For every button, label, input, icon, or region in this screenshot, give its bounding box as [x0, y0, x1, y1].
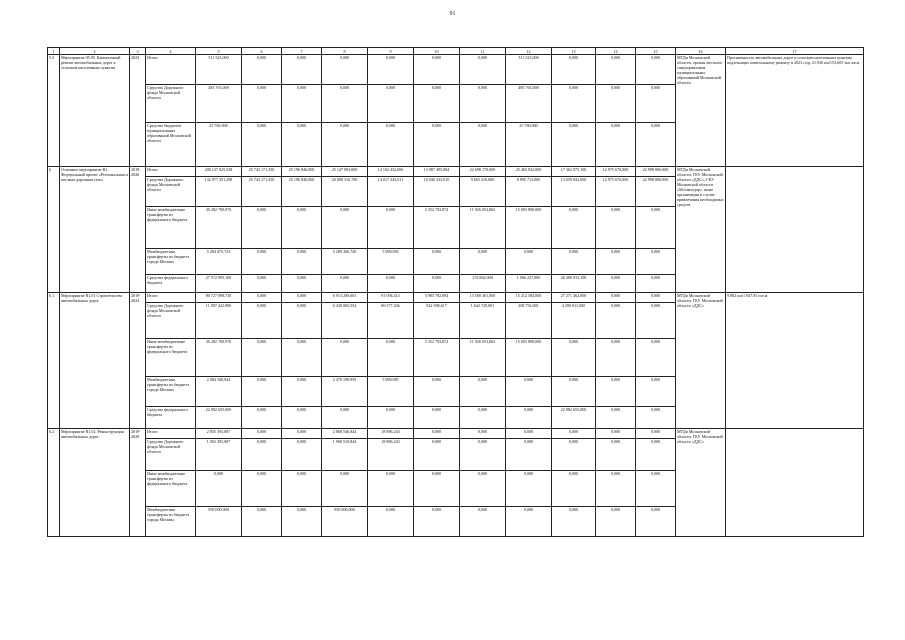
amount-cell: 0,000	[242, 207, 282, 249]
item-name-cell: Мероприятие R1.02. Реконструкция автомобильных дорог	[60, 429, 130, 537]
amount-cell: 15 212 584,000	[506, 293, 552, 303]
amount-cell: 0,000	[506, 471, 552, 507]
amount-cell: 0,000	[242, 377, 282, 407]
amount-cell: 922 398,617	[414, 303, 460, 339]
table-body	[48, 48, 864, 537]
amount-cell: 14 017 343,011	[368, 177, 414, 207]
amount-cell: 200 127 025,538	[196, 167, 242, 177]
amount-cell: 0,000	[368, 471, 414, 507]
amount-cell: 208 754,001	[506, 303, 552, 339]
amount-cell: 0,000	[636, 339, 676, 377]
funding-source-cell: Средства федерального бюджета	[146, 407, 196, 429]
amount-cell: 25 196 846,000	[282, 167, 322, 177]
amount-cell: 3 352 703,874	[414, 339, 460, 377]
table-row	[48, 429, 864, 439]
amount-cell: 950 000,000	[322, 507, 368, 537]
amount-cell: 25 743 171,350	[242, 167, 282, 177]
amount-cell: 11 926 053,062	[460, 207, 506, 249]
amount-cell: 0,000	[636, 275, 676, 293]
amount-cell: 0,000	[322, 123, 368, 167]
funding-source-cell: Иные межбюджетные трансферты из федерального бюджета	[146, 339, 196, 377]
column-number-cell: 9	[368, 48, 414, 55]
amount-cell: 0,000	[636, 55, 676, 85]
amount-cell: 0,000	[636, 439, 676, 471]
funding-source-cell: Иные межбюджетные трансферты из федерального бюджета	[146, 471, 196, 507]
executor-cell: МТДи Московской области, ГКУ Московской области «ДДС», ГКУ Московской области «Мосавтодор», иные организации в случае привлечения необходимых средств	[676, 167, 726, 293]
amount-cell: 80 727 098,730	[196, 293, 242, 303]
amount-cell: 30 282 700,976	[196, 207, 242, 249]
amount-cell: 9 665 416,000	[460, 177, 506, 207]
amount-cell: 20 698 316,700	[322, 177, 368, 207]
amount-cell: 0,000	[368, 507, 414, 537]
result-cell	[726, 429, 864, 537]
amount-cell: 0,000	[636, 377, 676, 407]
amount-cell: 0,000	[506, 439, 552, 471]
amount-cell: 0,000	[506, 377, 552, 407]
funding-source-cell: Итого:	[146, 429, 196, 439]
amount-cell: 1 642 729,001	[460, 303, 506, 339]
amount-cell: 0,000	[552, 507, 596, 537]
funding-source-cell: Средства Дорожного фонда Московской области	[146, 303, 196, 339]
amount-cell: 0,000	[596, 407, 636, 429]
amount-cell: 0,000	[506, 507, 552, 537]
amount-cell: 0,000	[552, 85, 596, 123]
amount-cell: 0,000	[242, 249, 282, 275]
amount-cell: 17 362 075,100	[552, 167, 596, 177]
amount-cell: 0,000	[552, 207, 596, 249]
funding-source-cell: Средства Дорожного фонда Московской области	[146, 177, 196, 207]
amount-cell: 0,000	[460, 85, 506, 123]
column-number-cell: 2	[60, 48, 130, 55]
amount-cell: 3 352 703,874	[414, 207, 460, 249]
column-number-cell: 1	[48, 48, 60, 55]
amount-cell: 18 886,243	[368, 429, 414, 439]
amount-cell: 0,000	[414, 429, 460, 439]
amount-cell: 0,000	[636, 207, 676, 249]
amount-cell: 6 430 065,554	[322, 303, 368, 339]
amount-cell: 13 987 495,084	[414, 167, 460, 177]
amount-cell: 0,000	[414, 249, 460, 275]
amount-cell: 0,000	[282, 471, 322, 507]
amount-cell: 2 868 546,844	[322, 429, 368, 439]
column-number-cell: 5	[196, 48, 242, 55]
amount-cell: 5 098,983	[368, 249, 414, 275]
amount-cell: 0,000	[596, 377, 636, 407]
amount-cell: 0,000	[282, 339, 322, 377]
funding-source-cell: Средства федерального бюджета	[146, 275, 196, 293]
amount-cell: 0,000	[282, 207, 322, 249]
table-row	[48, 55, 864, 85]
amount-cell: 485 763,000	[506, 85, 552, 123]
amount-cell: 0,000	[460, 377, 506, 407]
item-years-cell: 2023	[130, 55, 146, 167]
funding-source-cell: Средства Дорожного фонда Московской области	[146, 85, 196, 123]
amount-cell: 12 975 670,000	[596, 177, 636, 207]
funding-source-cell: Межбюджетные трансферты из бюджета города Москвы	[146, 249, 196, 275]
amount-cell: 132 977 351,298	[196, 177, 242, 207]
amount-cell: 0,000	[242, 507, 282, 537]
amount-cell: 0,000	[196, 471, 242, 507]
amount-cell: 30 282 700,976	[196, 339, 242, 377]
amount-cell: 13 568 361,000	[460, 293, 506, 303]
amount-cell: 0,000	[552, 439, 596, 471]
amount-cell: 25 743 171,350	[242, 177, 282, 207]
amount-cell: 22 998 806,000	[636, 177, 676, 207]
funding-source-cell: Итого:	[146, 55, 196, 85]
item-years-cell: 2019-2026	[130, 167, 146, 293]
amount-cell: 26 300 033,100	[552, 275, 596, 293]
amount-cell: 0,000	[322, 471, 368, 507]
amount-cell: 511 523,000	[196, 55, 242, 85]
amount-cell: 0,000	[242, 303, 282, 339]
item-years-cell: 2019-2024	[130, 293, 146, 429]
item-number-cell: 5.5	[48, 55, 60, 167]
amount-cell: 27 572 995,100	[196, 275, 242, 293]
amount-cell: 0,000	[282, 249, 322, 275]
amount-cell: 3 983 782,094	[414, 293, 460, 303]
column-number-cell: 16	[676, 48, 726, 55]
page-number: 91	[449, 11, 456, 17]
funding-source-cell: Иные межбюджетные трансферты из федерального бюджета	[146, 207, 196, 249]
result-cell: Протяженность автомобильных дорог к сельским населенным пунктам, подлежащих капитальному ремонту в 2023 году 21,936 км/153,603 тыс.кв.м	[726, 55, 864, 167]
amount-cell: 27 271 462,000	[552, 293, 596, 303]
amount-cell: 0,000	[460, 407, 506, 429]
amount-cell: 2 084 168,944	[196, 377, 242, 407]
funding-source-cell: Итого:	[146, 293, 196, 303]
amount-cell: 0,000	[636, 123, 676, 167]
amount-cell: 0,000	[596, 439, 636, 471]
amount-cell: 8 895 713,000	[506, 177, 552, 207]
column-number-cell: 8	[322, 48, 368, 55]
amount-cell: 0,000	[282, 407, 322, 429]
amount-cell: 0,000	[460, 507, 506, 537]
amount-cell: 0,000	[506, 407, 552, 429]
amount-cell: 86 577,436	[368, 303, 414, 339]
amount-cell: 1 902 393,087	[196, 439, 242, 471]
column-number-cell: 10	[414, 48, 460, 55]
amount-cell: 0,000	[242, 85, 282, 123]
item-number-cell: 6.1	[48, 293, 60, 429]
amount-cell: 0,000	[242, 407, 282, 429]
program-table	[47, 47, 864, 537]
amount-cell: 0,000	[596, 55, 636, 85]
item-years-cell: 2019-2020	[130, 429, 146, 537]
executor-cell: МТДи Московской области, органы местного самоуправления муниципальных образований Московской области	[676, 55, 726, 167]
amount-cell: 0,000	[636, 471, 676, 507]
amount-cell: 0,000	[460, 471, 506, 507]
amount-cell: 485 763,000	[196, 85, 242, 123]
amount-cell: 5 098,985	[368, 377, 414, 407]
column-number-cell: 7	[282, 48, 322, 55]
amount-cell: 25 760,000	[196, 123, 242, 167]
amount-cell: 15 003 890,000	[506, 207, 552, 249]
amount-cell: 0,000	[460, 123, 506, 167]
amount-cell: 0,000	[596, 123, 636, 167]
amount-cell: 0,000	[322, 339, 368, 377]
amount-cell: 0,000	[596, 207, 636, 249]
amount-cell: 12 975 670,000	[596, 167, 636, 177]
amount-cell: 2 479 198,959	[322, 377, 368, 407]
amount-cell: 0,000	[596, 275, 636, 293]
amount-cell: 0,000	[552, 123, 596, 167]
result-cell: 9,982 км/1 047,95 пог.м	[726, 293, 864, 429]
amount-cell: 0,000	[282, 429, 322, 439]
amount-cell: 0,000	[368, 275, 414, 293]
amount-cell: 0,000	[322, 85, 368, 123]
amount-cell: 0,000	[322, 55, 368, 85]
column-number-row	[48, 48, 864, 55]
amount-cell: 0,000	[636, 249, 676, 275]
amount-cell: 0,000	[282, 85, 322, 123]
amount-cell: 0,000	[242, 55, 282, 85]
amount-cell: 18 886,243	[368, 439, 414, 471]
column-number-cell: 13	[552, 48, 596, 55]
amount-cell: 15 003 890,000	[506, 339, 552, 377]
amount-cell: 0,000	[242, 339, 282, 377]
amount-cell: 11 926 053,062	[460, 339, 506, 377]
amount-cell: 5 284 475,723	[196, 249, 242, 275]
amount-cell: 0,000	[414, 123, 460, 167]
amount-cell: 22 982 655,000	[552, 407, 596, 429]
executor-cell: МТДи Московской области, ГКУ Московской области «ДДС»	[676, 293, 726, 429]
amount-cell: 0,000	[414, 507, 460, 537]
item-name-cell: Мероприятие R1.01 Строительство автомобильных дорог	[60, 293, 130, 429]
amount-cell: 0,000	[596, 339, 636, 377]
amount-cell: 0,000	[282, 377, 322, 407]
amount-cell: 0,000	[368, 55, 414, 85]
amount-cell: 1 968 510,844	[322, 439, 368, 471]
amount-cell: 2 855 393,087	[196, 429, 242, 439]
result-cell	[726, 167, 864, 293]
amount-cell: 25 760,000	[506, 123, 552, 167]
amount-cell: 0,000	[596, 429, 636, 439]
column-number-cell: 6	[242, 48, 282, 55]
amount-cell: 0,000	[414, 275, 460, 293]
amount-cell: 0,000	[368, 207, 414, 249]
amount-cell: 25 196 846,000	[282, 177, 322, 207]
amount-cell: 0,000	[242, 429, 282, 439]
amount-cell: 13 059 042,000	[552, 177, 596, 207]
amount-cell: 25 147 093,000	[322, 167, 368, 177]
amount-cell: 0,000	[322, 275, 368, 293]
amount-cell: 950 000,000	[196, 507, 242, 537]
amount-cell: 0,000	[368, 407, 414, 429]
amount-cell: 0,000	[368, 123, 414, 167]
amount-cell: 0,000	[596, 249, 636, 275]
amount-cell: 0,000	[242, 275, 282, 293]
amount-cell: 0,000	[414, 439, 460, 471]
amount-cell: 0,000	[242, 439, 282, 471]
amount-cell: 22 998 806,000	[636, 167, 676, 177]
amount-cell: 0,000	[368, 339, 414, 377]
column-number-cell: 14	[596, 48, 636, 55]
item-name-cell: Основное мероприятие R1. Федеральный проект «Региональная и местная дорожная сеть»	[60, 167, 130, 293]
amount-cell: 0,000	[552, 55, 596, 85]
amount-cell: 0,000	[596, 507, 636, 537]
amount-cell: 0,000	[414, 55, 460, 85]
amount-cell: 0,000	[552, 377, 596, 407]
amount-cell: 0,000	[552, 249, 596, 275]
amount-cell: 0,000	[636, 303, 676, 339]
amount-cell: 0,000	[242, 123, 282, 167]
amount-cell: 276 864,000	[460, 275, 506, 293]
amount-cell: 0,000	[552, 339, 596, 377]
column-number-cell: 12	[506, 48, 552, 55]
amount-cell: 0,000	[636, 293, 676, 303]
column-number-cell: 4	[146, 48, 196, 55]
amount-cell: 0,000	[242, 293, 282, 303]
amount-cell: 0,000	[460, 439, 506, 471]
amount-cell: 5 289 306,740	[322, 249, 368, 275]
item-number-cell: 6	[48, 167, 60, 293]
amount-cell: 0,000	[282, 275, 322, 293]
amount-cell: 0,000	[414, 471, 460, 507]
table-row	[48, 167, 864, 177]
amount-cell: 0,000	[636, 429, 676, 439]
amount-cell: 0,000	[414, 407, 460, 429]
amount-cell: 14 102 432,006	[368, 167, 414, 177]
amount-cell: 0,000	[506, 429, 552, 439]
amount-cell: 0,000	[506, 249, 552, 275]
amount-cell: 0,000	[596, 85, 636, 123]
amount-cell: 4 290 811,000	[552, 303, 596, 339]
amount-cell: 0,000	[242, 471, 282, 507]
amount-cell: 22 982 655,000	[196, 407, 242, 429]
amount-cell: 0,000	[460, 249, 506, 275]
amount-cell: 10 040 333,010	[414, 177, 460, 207]
amount-cell: 0,000	[282, 123, 322, 167]
item-number-cell: 6.2	[48, 429, 60, 537]
amount-cell: 6 913 200,603	[322, 293, 368, 303]
amount-cell: 0,000	[636, 85, 676, 123]
column-number-cell: 15	[636, 48, 676, 55]
column-number-cell: 3	[130, 48, 146, 55]
amount-cell: 0,000	[282, 55, 322, 85]
column-number-cell: 17	[726, 48, 864, 55]
column-number-cell: 11	[460, 48, 506, 55]
executor-cell: МТДи Московской области, ГКУ Московской области «ДДС»	[676, 429, 726, 537]
funding-source-cell: Средства бюджетов муниципальных образований Московской области	[146, 123, 196, 167]
amount-cell: 22 698 170,000	[460, 167, 506, 177]
amount-cell: 0,000	[414, 85, 460, 123]
amount-cell: 0,000	[460, 429, 506, 439]
amount-cell: 25 403 922,000	[506, 167, 552, 177]
amount-cell: 511 523,000	[506, 55, 552, 85]
amount-cell: 0,000	[460, 55, 506, 85]
amount-cell: 0,000	[282, 293, 322, 303]
amount-cell: 0,000	[322, 207, 368, 249]
amount-cell: 0,000	[414, 377, 460, 407]
amount-cell: 0,000	[282, 507, 322, 537]
item-name-cell: Мероприятие 05.05. Капитальный ремонт автомобильных дорог к сельским населенным пунктам	[60, 55, 130, 167]
amount-cell: 11 097 422,890	[196, 303, 242, 339]
amount-cell: 1 066 237,000	[506, 275, 552, 293]
amount-cell: 0,000	[552, 471, 596, 507]
amount-cell: 0,000	[596, 471, 636, 507]
amount-cell: 91 094,413	[368, 293, 414, 303]
funding-source-cell: Итого:	[146, 167, 196, 177]
funding-source-cell: Межбюджетные трансферты из бюджета города Москвы	[146, 377, 196, 407]
amount-cell: 0,000	[322, 407, 368, 429]
amount-cell: 0,000	[282, 303, 322, 339]
amount-cell: 0,000	[636, 407, 676, 429]
funding-source-cell: Межбюджетные трансферты из бюджета города Москвы	[146, 507, 196, 537]
amount-cell: 0,000	[552, 429, 596, 439]
amount-cell: 0,000	[596, 293, 636, 303]
amount-cell: 0,000	[636, 507, 676, 537]
funding-source-cell: Средства Дорожного фонда Московской области	[146, 439, 196, 471]
amount-cell: 0,000	[596, 303, 636, 339]
amount-cell: 0,000	[282, 439, 322, 471]
amount-cell: 0,000	[368, 85, 414, 123]
table-row	[48, 293, 864, 303]
